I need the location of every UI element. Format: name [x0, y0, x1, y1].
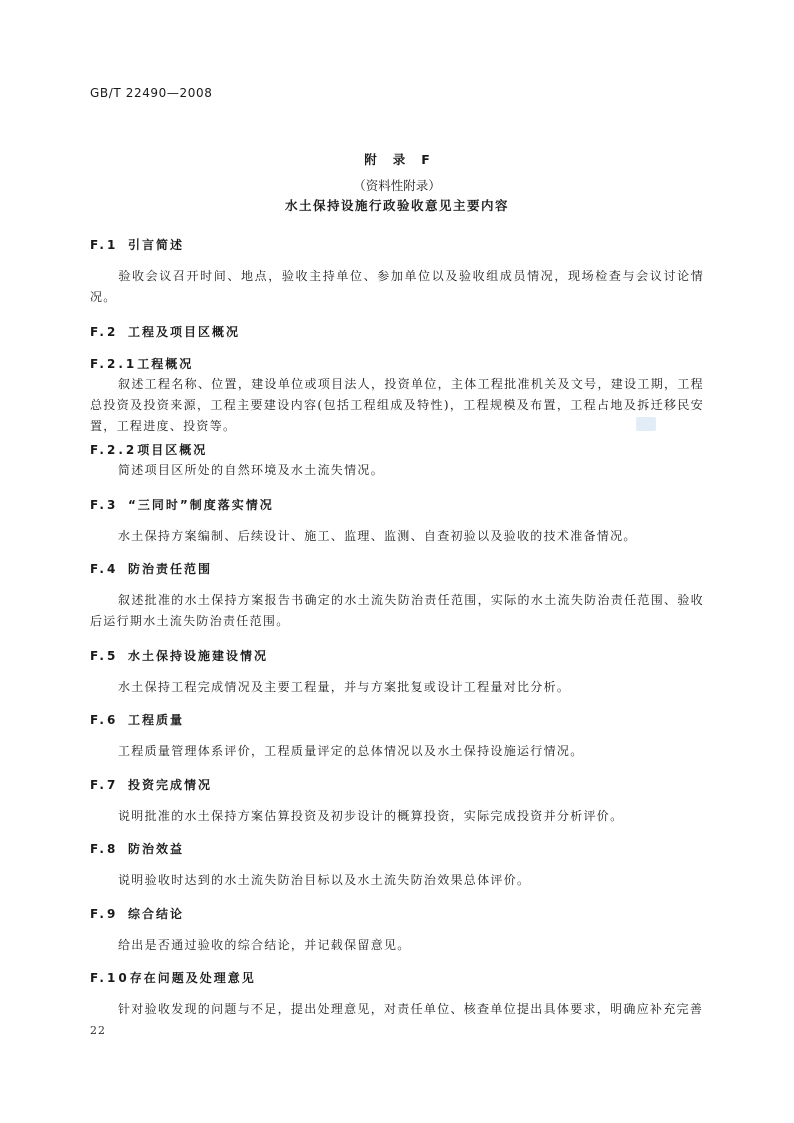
section-title: 防治责任范围 [128, 562, 213, 576]
section-number: F.4 [90, 562, 119, 576]
section-number: F.6 [90, 713, 119, 727]
section-title: 工程概况 [137, 357, 194, 371]
section-number: F.5 [90, 649, 119, 663]
section-heading-f10 [90, 969, 256, 986]
section-heading-f21 [90, 355, 193, 372]
section-body-f22 [90, 460, 704, 481]
section-heading-f8 [90, 840, 184, 857]
paragraph-text: 说明验收时达到的水土流失防治目标以及水土流失防治效果总体评价。 [118, 873, 531, 887]
section-heading-f4 [90, 560, 212, 577]
section-heading-f9 [90, 905, 184, 922]
section-number: F.2 [90, 325, 119, 339]
section-heading-f6 [90, 711, 184, 728]
section-title: 防治效益 [128, 842, 185, 856]
paragraph-text: 水土保持方案编制、后续设计、施工、监理、监测、自查初验以及验收的技术准备情况。 [118, 529, 637, 543]
appendix-title-letter: F [421, 152, 430, 167]
section-title: 工程及项目区概况 [128, 325, 241, 339]
section-heading-f3 [90, 496, 274, 513]
section-body-f7 [90, 806, 704, 827]
paragraph-text: 叙述批准的水土保持方案报告书确定的水土流失防治责任范围，实际的水土流失防治责任范围、验收后运行期水土流失防治责任范围。 [90, 593, 704, 628]
paragraph-text: 简述项目区所处的自然环境及水土流失情况。 [118, 463, 385, 477]
paragraph-text: 说明批准的水土保持方案估算投资及初步设计的概算投资，实际完成投资并分析评价。 [118, 809, 624, 823]
section-body-f4 [90, 590, 704, 632]
section-title: 投资完成情况 [128, 778, 213, 792]
paragraph-text: 给出是否通过验收的综合结论，并记载保留意见。 [118, 938, 411, 952]
appendix-note: （资料性附录） [353, 178, 441, 193]
section-title: 综合结论 [128, 907, 185, 921]
section-body-f3 [90, 526, 704, 547]
section-body-f5 [90, 677, 704, 698]
section-heading-f1 [90, 236, 184, 253]
section-title: 工程质量 [128, 713, 185, 727]
paragraph-text: 工程质量管理体系评价，工程质量评定的总体情况以及水土保持设施运行情况。 [118, 744, 584, 758]
section-number: F.7 [90, 778, 119, 792]
appendix-title-b: 录 [392, 152, 406, 167]
section-body-f9 [90, 935, 704, 956]
watermark-stamp-icon [636, 417, 656, 431]
page-number: 22 [90, 1024, 106, 1037]
standard-number: GB/T 22490—2008 [90, 86, 213, 100]
section-number: F.2.2 [90, 443, 138, 457]
section-title: 存在问题及处理意见 [129, 971, 256, 985]
section-heading-f5 [90, 647, 268, 664]
appendix-title-a: 附 [364, 152, 377, 167]
section-body-f10 [90, 999, 704, 1020]
section-body-f21 [90, 374, 704, 437]
section-body-f8 [90, 870, 704, 891]
appendix-title [0, 150, 794, 168]
section-title: 水土保持设施建设情况 [128, 649, 269, 663]
section-number: F.10 [90, 971, 130, 985]
section-heading-f22 [90, 441, 207, 458]
paragraph-text: 水土保持工程完成情况及主要工程量，并与方案批复或设计工程量对比分析。 [118, 680, 571, 694]
section-body-f6 [90, 741, 704, 762]
section-heading-f2 [90, 323, 240, 340]
section-number: F.9 [90, 907, 119, 921]
section-body-f1 [90, 266, 704, 308]
section-number: F.1 [90, 238, 119, 252]
section-title: “三同时”制度落实情况 [128, 498, 274, 512]
paragraph-text: 叙述工程名称、位置，建设单位或项目法人，投资单位，主体工程批准机关及文号，建设工期，工程总投资及投资来源，工程主要建设内容(包括工程组成及特性)，工程规模及布置，工程占地及拆迁移民安置，工程进度、投资等。 [90, 377, 704, 433]
section-number: F.8 [90, 842, 119, 856]
section-title: 引言简述 [128, 238, 185, 252]
paragraph-text: 针对验收发现的问题与不足，提出处理意见，对责任单位、核查单位提出具体要求，明确应补充完善 [118, 1002, 704, 1016]
section-number: F.3 [90, 498, 119, 512]
paragraph-text: 验收会议召开时间、地点，验收主持单位、参加单位以及验收组成员情况，现场检查与会议讨论情况。 [90, 269, 704, 304]
section-number: F.2.1 [90, 357, 138, 371]
section-title: 项目区概况 [137, 443, 208, 457]
appendix-name: 水土保持设施行政验收意见主要内容 [284, 198, 509, 213]
section-heading-f7 [90, 776, 212, 793]
